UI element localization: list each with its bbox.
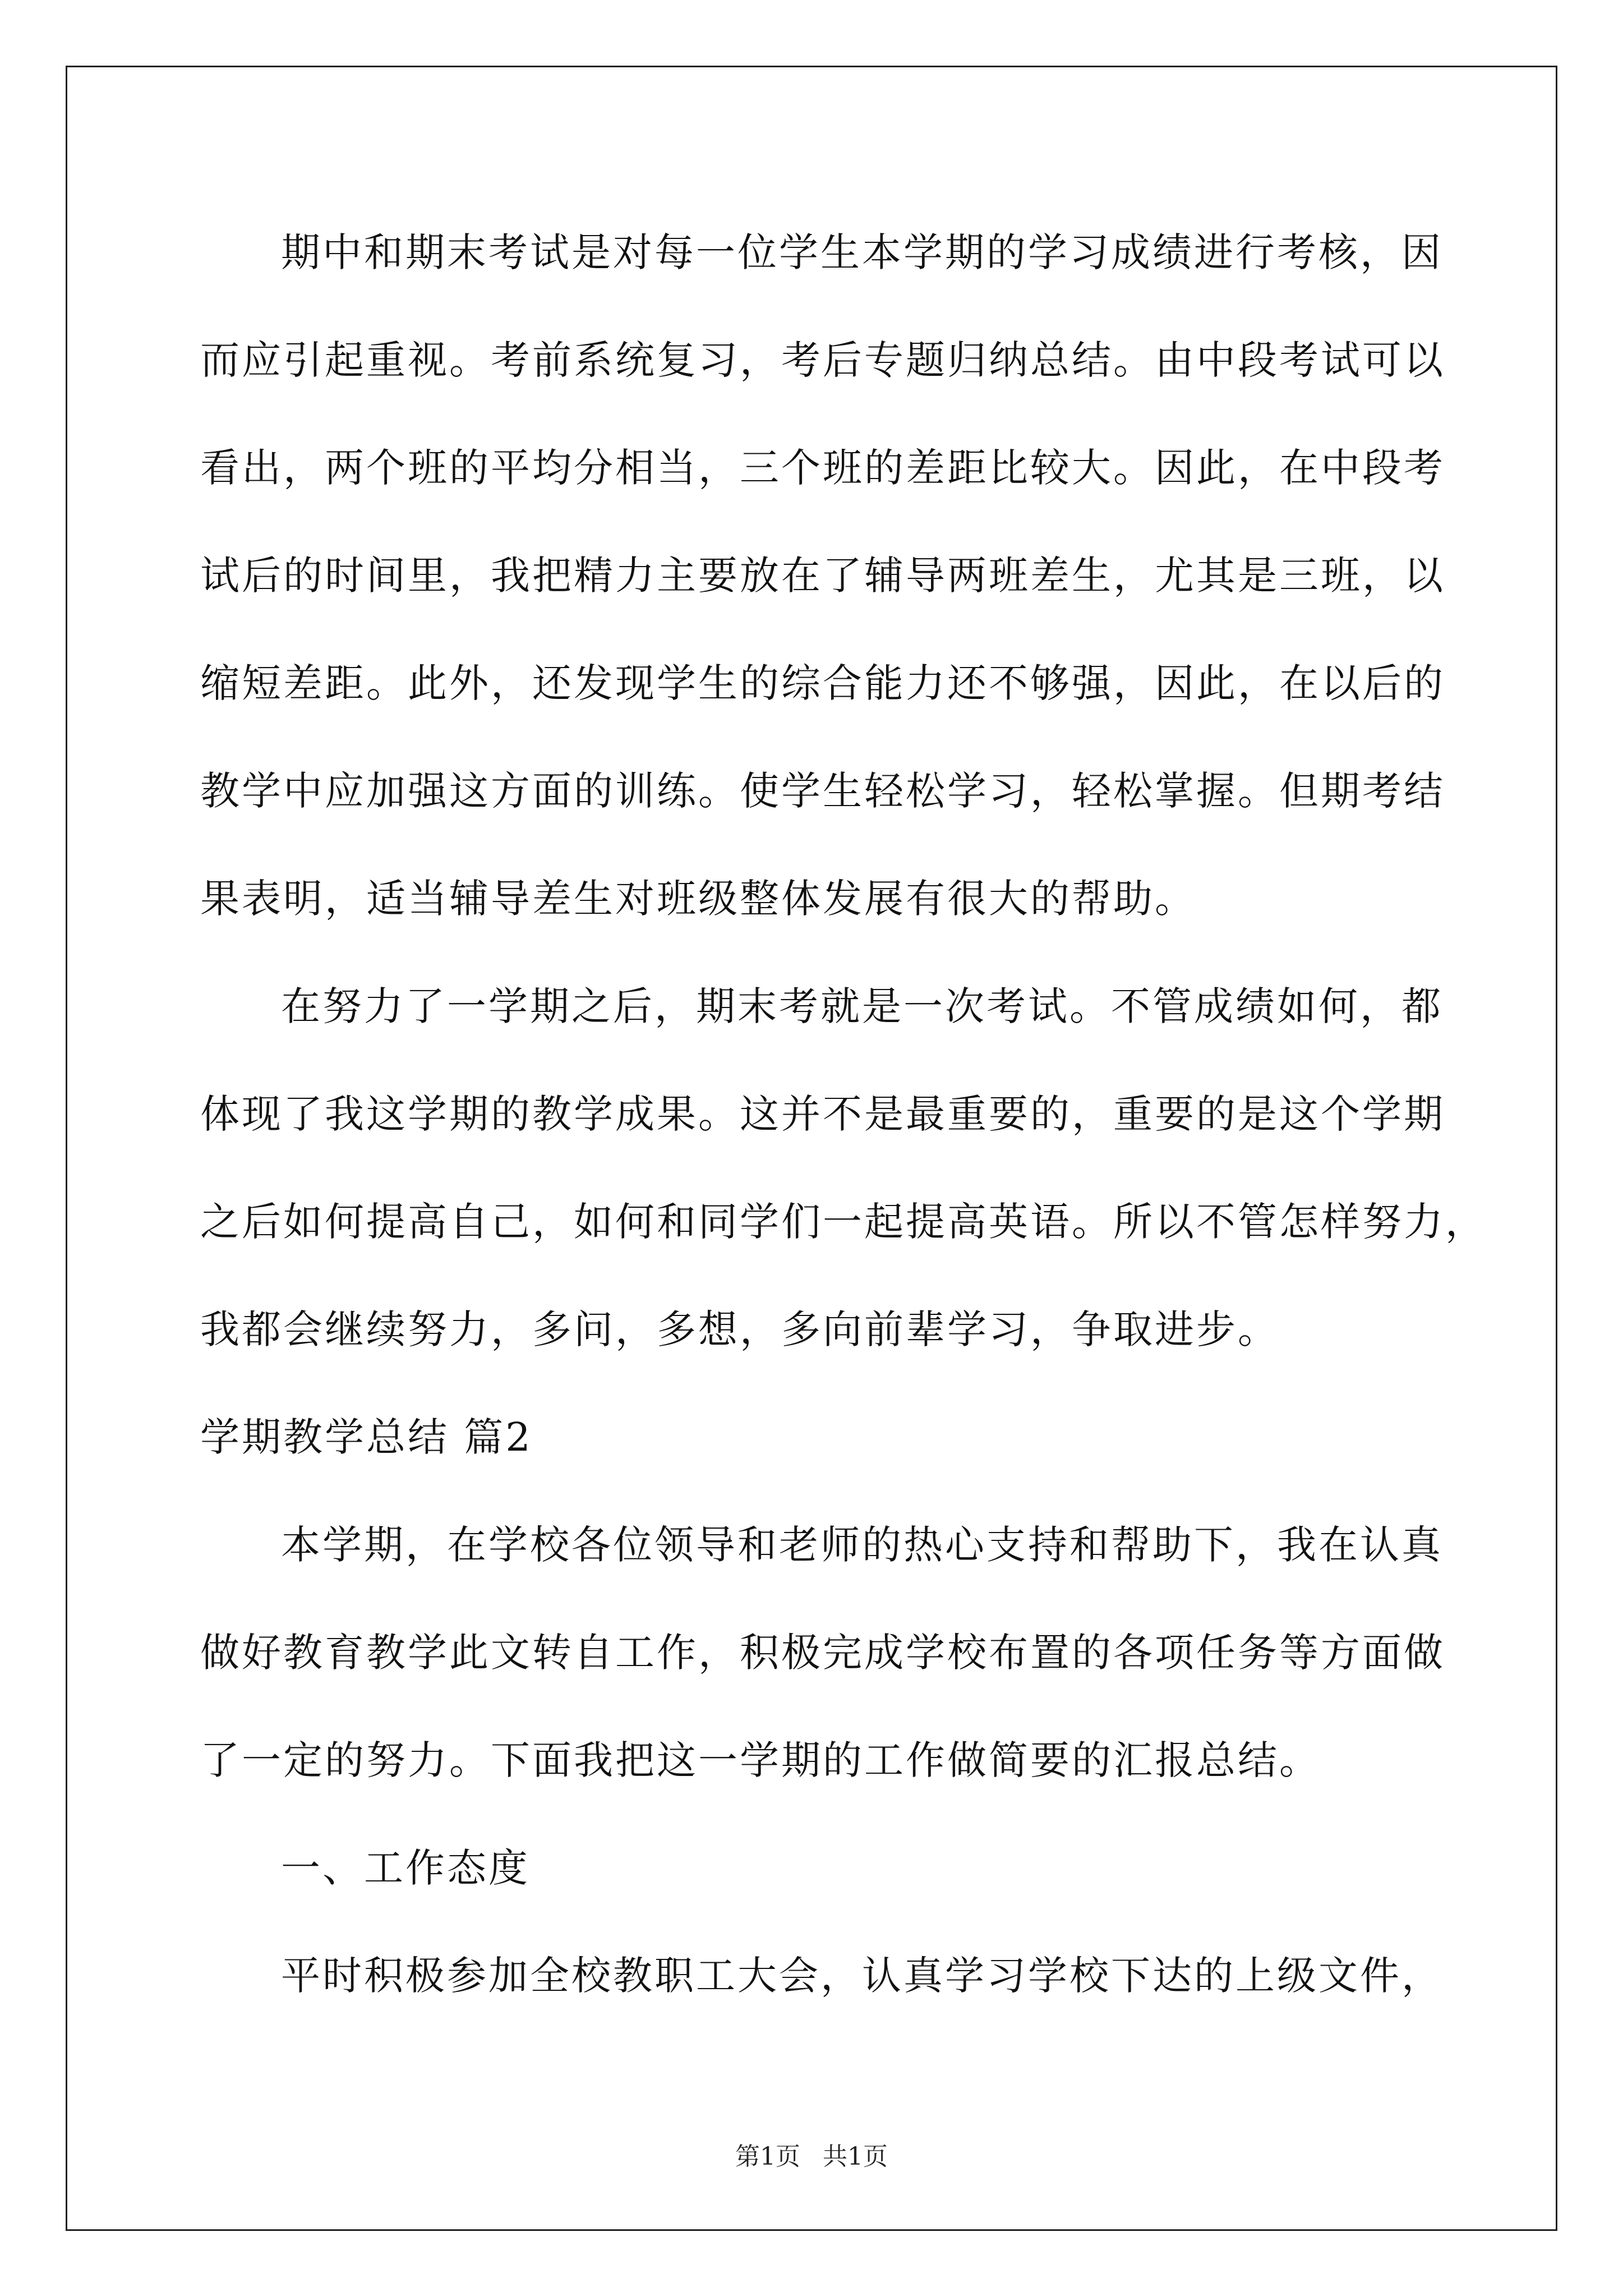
paragraph-line: 之后如何提高自己，如何和同学们一起提高英语。所以不管怎样努力，	[200, 1199, 1487, 1245]
paragraph-line: 果表明，适当辅导差生对班级整体发展有很大的帮助。	[200, 876, 1196, 922]
paragraph-line: 体现了我这学期的教学成果。这并不是最重要的，重要的是这个学期	[200, 1091, 1445, 1137]
paragraph-line: 缩短差距。此外，还发现学生的综合能力还不够强，因此，在以后的	[200, 660, 1445, 706]
document-body	[200, 213, 1490, 2044]
paragraph-line: 了一定的努力。下面我把这一学期的工作做简要的汇报总结。	[200, 1737, 1321, 1783]
page-number: 第1页	[735, 2142, 800, 2171]
paragraph-line: 而应引起重视。考前系统复习，考后专题归纳总结。由中段考试可以	[200, 337, 1445, 383]
paragraph-line: 教学中应加强这方面的训练。使学生轻松学习，轻松掌握。但期考结	[200, 768, 1445, 814]
page-total: 共1页	[823, 2142, 888, 2171]
paragraph-line: 看出，两个班的平均分相当，三个班的差距比较大。因此，在中段考	[200, 445, 1445, 491]
paragraph-line: 试后的时间里，我把精力主要放在了辅导两班差生，尤其是三班，以	[200, 553, 1445, 599]
page-footer	[0, 2136, 1623, 2172]
paragraph-line: 期中和期末考试是对每一位学生本学期的学习成绩进行考核，因	[281, 229, 1443, 275]
paragraph-line: 做好教育教学此文转自工作，积极完成学校布置的各项任务等方面做	[200, 1630, 1445, 1676]
paragraph-line: 我都会继续努力，多问，多想，多向前辈学习，争取进步。	[200, 1306, 1279, 1352]
paragraph-line: 平时积极参加全校教职工大会，认真学习学校下达的上级文件，	[281, 1953, 1443, 1999]
section-heading: 学期教学总结 篇2	[200, 1414, 533, 1460]
paragraph-line: 在努力了一学期之后，期末考就是一次考试。不管成绩如何，都	[281, 983, 1443, 1029]
subsection-heading: 一、工作态度	[281, 1845, 530, 1891]
paragraph-line: 本学期，在学校各位领导和老师的热心支持和帮助下，我在认真	[281, 1522, 1443, 1568]
